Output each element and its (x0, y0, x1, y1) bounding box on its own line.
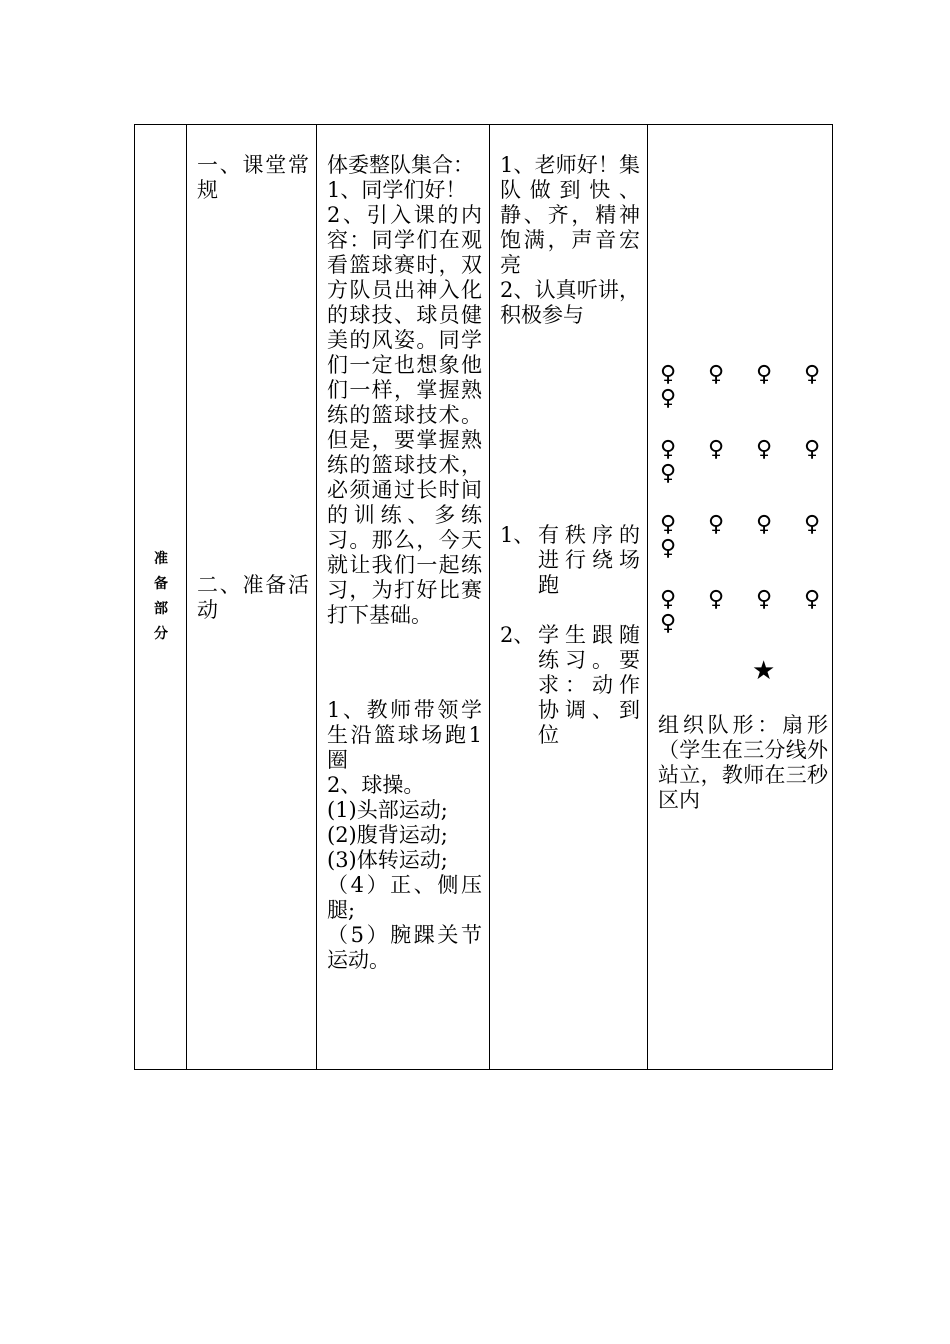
teacher-star-icon: ★ (752, 656, 776, 686)
lesson-plan-table (134, 124, 833, 1070)
student-symbol: ♀ (708, 512, 725, 537)
requirement-text: 学生跟随练习。要求：动作协调、到位 (538, 623, 640, 747)
formation-diagram (660, 363, 830, 636)
requirement-line: 1、老师好！集队做到快、静、齐，精神饱满，声音宏亮 (500, 153, 640, 277)
student-symbol: ♀ (660, 611, 677, 636)
content-line: 2、球操。 (327, 773, 425, 797)
requirement-text: 有秩序的进行绕场跑 (538, 523, 640, 597)
organization-column (648, 125, 834, 1069)
requirements-column (490, 125, 648, 1069)
requirements-block-routine (500, 153, 640, 328)
student-symbol: ♀ (708, 437, 725, 462)
content-line: (1)头部运动; (327, 798, 448, 822)
content-line: (3)体转运动; (327, 848, 448, 872)
student-symbol: ♀ (804, 362, 821, 387)
content-line: （4）正、侧压腿; (327, 873, 482, 922)
content-line: 体委整队集合： (327, 153, 474, 177)
content-line: (2)腹背运动; (327, 823, 448, 847)
formation-row (660, 513, 830, 561)
requirements-block-warmup (500, 523, 640, 748)
student-symbol: ♀ (660, 437, 677, 462)
content-line: 1、同学们好！ (327, 178, 467, 202)
student-symbol: ♀ (756, 512, 773, 537)
student-symbol: ♀ (660, 536, 677, 561)
requirement-number: 1、 (500, 523, 535, 547)
formation-row (660, 588, 830, 636)
formation-row (660, 363, 830, 411)
student-symbol: ♀ (756, 362, 773, 387)
student-symbol: ♀ (756, 587, 773, 612)
student-symbol: ♀ (708, 362, 725, 387)
item-class-routine: 一、课堂常规 (197, 153, 309, 202)
student-symbol: ♀ (804, 587, 821, 612)
requirement-item (500, 623, 640, 748)
requirement-line: 2、认真听讲，积极参与 (500, 278, 640, 327)
content-line: 2、引入课的内容：同学们在观看篮球赛时，双方队员出神入化的球技、球员健美的风姿。同学们一定也想象他们一样，掌握熟练的篮球技术。但是，要掌握熟练的篮球技术，必须通过长时间的训练、多练习。那么，今天就让我们一起练习，为打好比赛打下基础。 (327, 203, 482, 627)
content-line: 1、教师带领学生沿篮球场跑1圈 (327, 698, 482, 772)
content-line: （5）腕踝关节运动。 (327, 923, 482, 972)
item-warmup: 二、准备活动 (197, 573, 309, 622)
student-symbol: ♀ (756, 437, 773, 462)
section-column (135, 125, 187, 1069)
student-symbol: ♀ (660, 362, 677, 387)
student-symbol: ♀ (660, 512, 677, 537)
content-block-warmup (327, 698, 482, 973)
student-symbol: ♀ (660, 587, 677, 612)
student-symbol: ♀ (660, 386, 677, 411)
requirement-item (500, 523, 640, 598)
content-column (317, 125, 490, 1069)
formation-description: 组织队形：扇形（学生在三分线外站立，教师在三秒区内 (658, 713, 828, 812)
student-symbol: ♀ (804, 437, 821, 462)
content-block-routine (327, 153, 482, 628)
section-label: 准 备 部 分 (154, 551, 168, 642)
student-symbol: ♀ (804, 512, 821, 537)
requirement-number: 2、 (500, 623, 535, 647)
item-column (187, 125, 317, 1069)
formation-row (660, 438, 830, 486)
student-symbol: ♀ (708, 587, 725, 612)
student-symbol: ♀ (660, 461, 677, 486)
